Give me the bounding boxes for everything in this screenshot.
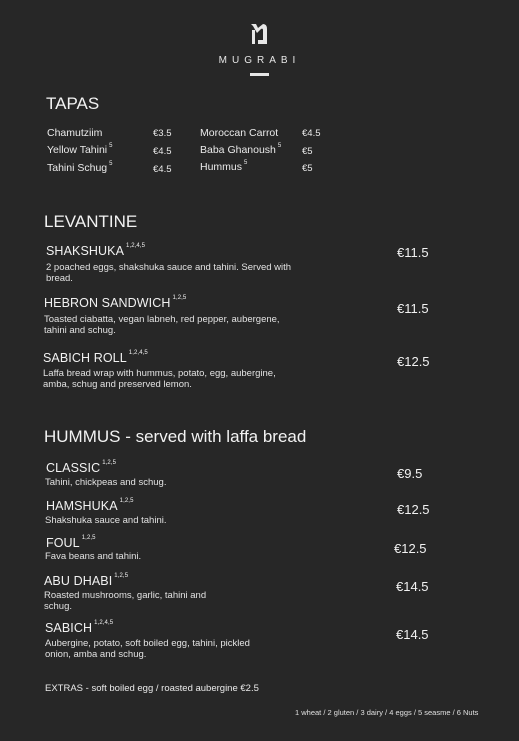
mem-letter-logo-icon [247, 20, 271, 48]
tapa-price: €4.5 [153, 164, 172, 175]
dish-price: €9.5 [397, 466, 423, 481]
dish-name: SABICH ROLL $^{1,2,4,5}$ [43, 350, 148, 365]
tapa-item: Moroccan Carrot [200, 127, 279, 139]
tapa-item: Chamutziim [47, 127, 103, 139]
dish-name: ABU DHABI $^{1,2,5}$ [44, 573, 129, 588]
dish-name: CLASSIC $^{1,2,5}$ [46, 460, 117, 475]
dish-name: SHAKSHUKA $^{1,2,4,5}$ [46, 243, 146, 258]
dish-price: €14.5 [396, 579, 429, 594]
dish-price: €11.5 [397, 301, 429, 316]
dish-price: €14.5 [396, 627, 429, 642]
dish-description: Toasted ciabatta, vegan labneh, red pepper, aubergene, tahini and schug. [44, 314, 280, 336]
tapa-price: €4.5 [153, 146, 172, 157]
dish-name: HAMSHUKA $^{1,2,5}$ [46, 498, 134, 513]
allergen-key: 1 wheat / 2 gluten / 3 dairy / 4 eggs / 5 seasme / 6 Nuts [295, 708, 479, 717]
tapa-price: €5 [302, 146, 313, 157]
tapa-price: €5 [302, 163, 313, 174]
levantine-title: LEVANTINE [44, 212, 138, 231]
extras-line: EXTRAS - soft boiled egg / roasted aubergine €2.5 [45, 683, 259, 694]
brand-underline [250, 73, 269, 76]
dish-name: SABICH $^{1,2,4,5}$ [45, 620, 114, 635]
dish-price: €12.5 [397, 502, 430, 517]
dish-description: Tahini, chickpeas and schug. [45, 477, 167, 488]
dish-description: Roasted mushrooms, garlic, tahini and schug. [44, 590, 207, 612]
tapa-item: Yellow Tahini $^5$ [47, 143, 113, 156]
dish-description: Laffa bread wrap with hummus, potato, egg, aubergine, amba, schug and preserved lemon. [43, 368, 276, 390]
tapas-title: TAPAS [46, 94, 100, 113]
dish-description: Shakshuka sauce and tahini. [45, 515, 167, 526]
tapa-price: €4.5 [302, 128, 321, 139]
brand-name: MUGRABI [218, 55, 301, 66]
dish-description: Aubergine, potato, soft boiled egg, tahini, pickled onion, amba and schug. [45, 638, 250, 660]
dish-price: €12.5 [394, 541, 427, 556]
dish-description: 2 poached eggs, shakshuka sauce and tahini. Served with bread. [46, 262, 292, 284]
tapa-price: €3.5 [153, 128, 172, 139]
dish-name: HEBRON SANDWICH $^{1,2,5}$ [44, 295, 187, 310]
tapa-item: Tahini Schug $^5$ [47, 161, 113, 174]
dish-price: €11.5 [397, 245, 429, 260]
tapa-item: Hummus $^5$ [200, 160, 248, 173]
hummus-title: HUMMUS - served with laffa bread [44, 427, 307, 446]
tapa-item: Baba Ghanoush $^5$ [200, 143, 282, 156]
dish-description: Fava beans and tahini. [45, 551, 142, 562]
dish-name: FOUL $^{1,2,5}$ [46, 535, 96, 550]
dish-price: €12.5 [397, 354, 430, 369]
